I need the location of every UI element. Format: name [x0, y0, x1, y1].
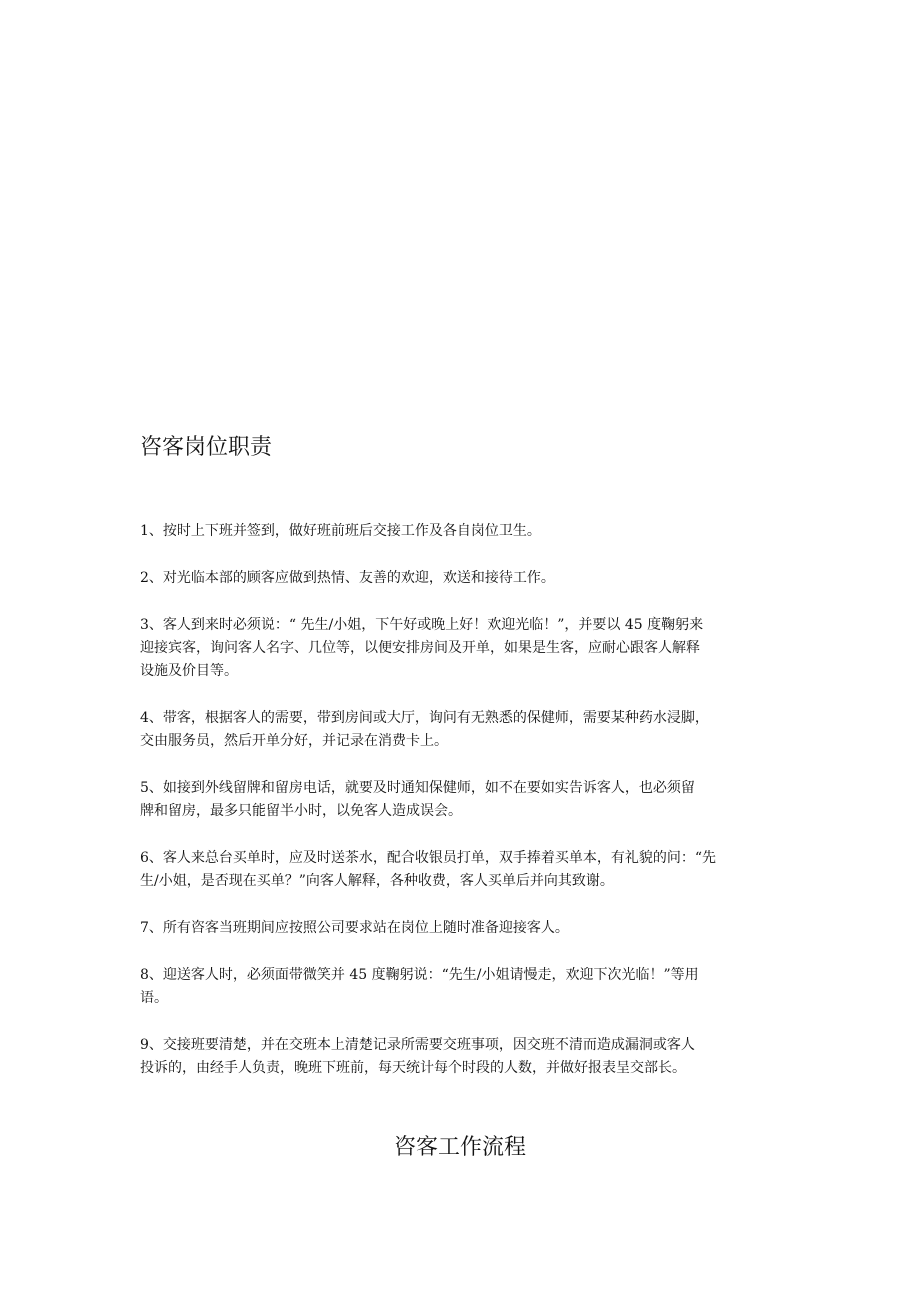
item-line: 牌和留房，最多只能留半小时，以免客人造成误会。 — [140, 803, 462, 819]
item-line: 4、带客，根据客人的需要，带到房间或大厅，询问有无熟悉的保健师，需要某种药水浸脚， — [140, 710, 709, 726]
list-item — [140, 964, 790, 1010]
item-line: 3、客人到来时必须说：“ 先生/小姐，下午好或晚上好！欢迎光临！”，并要以 45 度鞠躬来 — [140, 617, 704, 633]
item-line: 5、如接到外线留牌和留房电话，就要及时通知保健师，如不在要如实告诉客人，也必须留 — [140, 780, 695, 796]
item-line: 9、交接班要清楚，并在交班本上清楚记录所需要交班事项，因交班不清而造成漏洞或客人 — [140, 1037, 695, 1053]
item-line: 语。 — [140, 990, 168, 1006]
list-item — [140, 917, 790, 940]
item-line: 交由服务员，然后开单分好，并记录在消费卡上。 — [140, 733, 448, 749]
item-line: 迎接宾客，询问客人名字、几位等，以便安排房间及开单，如果是生客，应耐心跟客人解释 — [140, 640, 700, 656]
item-line: 设施及价目等。 — [140, 663, 238, 679]
list-item — [140, 777, 790, 823]
list-item — [140, 847, 790, 893]
list-item — [140, 520, 790, 543]
list-item — [140, 567, 790, 590]
item-line: 6、客人来总台买单时，应及时送茶水，配合收银员打单，双手捧着买单本，有礼貌的问：“先 — [140, 850, 717, 866]
section-title: 咨客工作流程 — [393, 1135, 526, 1160]
item-line: 生/小姐，是否现在买单？”向客人解释，各种收费，客人买单后并向其致谢。 — [140, 873, 614, 889]
list-item — [140, 707, 790, 753]
item-line: 8、迎送客人时，必须面带微笑并 45 度鞠躬说：“先生/小姐请慢走，欢迎下次光临！”等用 — [140, 967, 699, 983]
duty-list — [140, 520, 790, 1104]
list-item — [140, 614, 790, 683]
item-line: 2、对光临本部的顾客应做到热情、友善的欢迎，欢送和接待工作。 — [140, 570, 555, 586]
item-line: 投诉的，由经手人负责，晚班下班前，每天统计每个时段的人数，并做好报表呈交部长。 — [140, 1060, 686, 1076]
page-title: 咨客岗位职责 — [140, 435, 273, 460]
item-line: 1、按时上下班并签到，做好班前班后交接工作及各自岗位卫生。 — [140, 523, 541, 539]
list-item — [140, 1034, 790, 1080]
item-line: 7、所有咨客当班期间应按照公司要求站在岗位上随时准备迎接客人。 — [140, 920, 569, 936]
